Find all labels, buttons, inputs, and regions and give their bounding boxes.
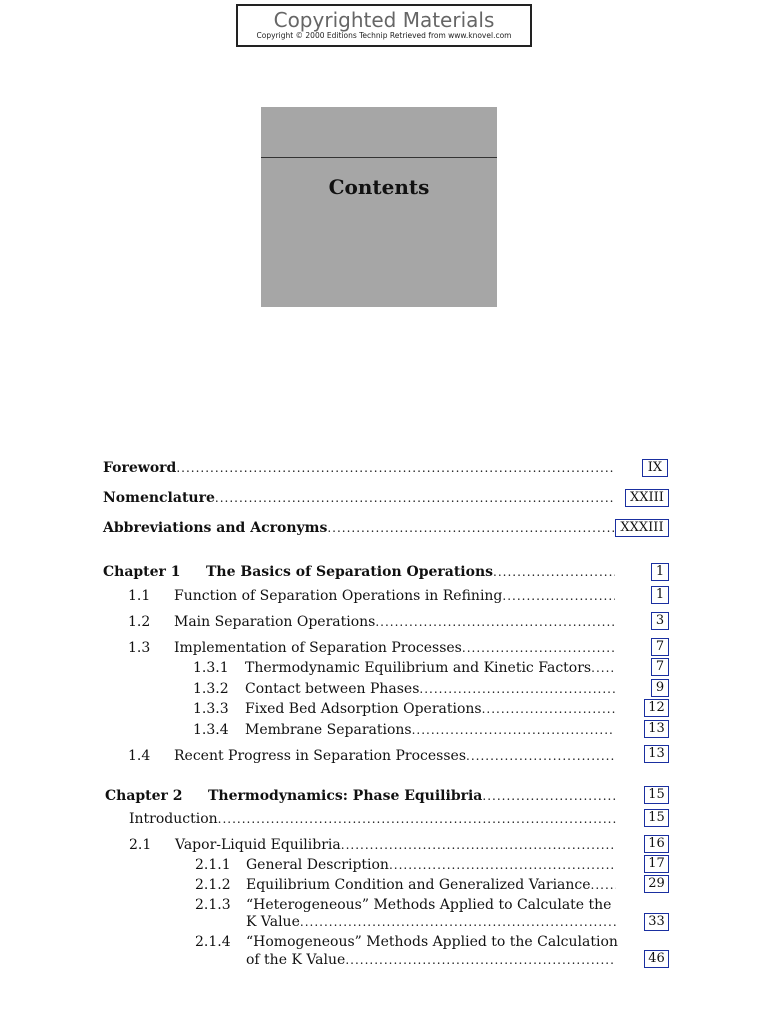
page-link[interactable]: XXXIII — [615, 519, 669, 537]
toc-title: Vapor-Liquid Equilibria — [175, 837, 341, 853]
toc-title: Equilibrium Condition and Generalized Variance — [246, 877, 591, 893]
page-link[interactable]: IX — [642, 459, 668, 477]
page-link[interactable]: 7 — [651, 638, 669, 656]
toc-title: Introduction — [129, 811, 218, 827]
page-link[interactable]: 29 — [644, 875, 669, 893]
page-link[interactable]: 13 — [644, 720, 669, 738]
toc-entry-introduction[interactable] — [129, 809, 616, 829]
page-link[interactable]: 7 — [651, 658, 669, 676]
chapter-label: Chapter 2 — [105, 788, 183, 804]
toc-entry-subsection[interactable] — [195, 855, 616, 875]
section-number: 1.4 — [128, 748, 151, 764]
toc-entry-subsection-line2[interactable] — [246, 950, 616, 970]
toc-title: General Description — [246, 857, 389, 873]
page-link[interactable]: 9 — [651, 679, 669, 697]
page-link[interactable]: 12 — [644, 699, 669, 717]
toc-title: Abbreviations and Acronyms — [103, 520, 328, 536]
page-link[interactable]: 1 — [651, 563, 669, 581]
chapter-label: Chapter 1 — [103, 564, 181, 580]
toc-entry-subsection[interactable] — [193, 720, 615, 740]
section-number: 2.1 — [129, 837, 152, 853]
page-link[interactable]: 16 — [644, 835, 669, 853]
toc-title-continuation: K Value — [246, 914, 300, 930]
toc-title: Main Separation Operations — [174, 614, 376, 630]
section-number: 1.3.4 — [193, 722, 229, 738]
toc-entry-chapter-1[interactable] — [103, 562, 615, 582]
section-number: 2.1.1 — [195, 857, 231, 873]
banner-subtitle: Copyright © 2000 Editions Technip Retrieved from www.knovel.com — [256, 31, 512, 40]
toc-title: Implementation of Separation Processes — [174, 640, 462, 656]
toc-title: “Homogeneous” Methods Applied to the Calculation — [246, 934, 618, 950]
toc-entry-section[interactable] — [128, 638, 615, 658]
page-link[interactable]: 1 — [651, 586, 669, 604]
toc-entry-nomenclature[interactable] — [103, 488, 615, 508]
page-link[interactable]: 33 — [644, 913, 669, 931]
page-link[interactable]: 15 — [644, 786, 669, 804]
toc-title: Contact between Phases — [245, 681, 420, 697]
toc-entry-foreword[interactable] — [103, 458, 615, 478]
toc-entry-subsection[interactable] — [193, 658, 615, 678]
toc-title: “Heterogeneous” Methods Applied to Calculate the — [246, 897, 612, 913]
toc-title-continuation: of the K Value — [246, 952, 346, 968]
page-link[interactable]: 17 — [644, 855, 669, 873]
contents-title: Contents — [328, 175, 430, 199]
page-link[interactable]: XXIII — [625, 489, 669, 507]
section-number: 2.1.2 — [195, 877, 231, 893]
toc-entry-subsection-line1[interactable] — [195, 932, 618, 952]
toc-title: Thermodynamics: Phase Equilibria — [208, 788, 483, 804]
toc-title: The Basics of Separation Operations — [206, 564, 494, 580]
page-link[interactable]: 13 — [644, 745, 669, 763]
toc-title: Function of Separation Operations in Refining — [174, 588, 503, 604]
toc-title: Membrane Separations — [245, 722, 412, 738]
banner-title: Copyrighted Materials — [273, 8, 495, 32]
toc-title: Recent Progress in Separation Processes — [174, 748, 467, 764]
page-link[interactable]: 15 — [644, 809, 669, 827]
toc-entry-subsection-line2[interactable] — [246, 912, 616, 932]
section-number: 1.3.3 — [193, 701, 229, 717]
page-link[interactable]: 46 — [644, 950, 669, 968]
toc-entry-abbreviations[interactable] — [103, 518, 615, 538]
section-number: 1.2 — [128, 614, 151, 630]
toc-entry-section[interactable] — [128, 612, 615, 632]
toc-title: Nomenclature — [103, 490, 215, 506]
section-number: 1.1 — [128, 588, 151, 604]
toc-entry-subsection[interactable] — [193, 699, 615, 719]
copyright-banner — [236, 4, 532, 47]
section-number: 2.1.3 — [195, 897, 231, 913]
page-link[interactable]: 3 — [651, 612, 669, 630]
toc-title: Fixed Bed Adsorption Operations — [245, 701, 482, 717]
toc-entry-section[interactable] — [129, 835, 616, 855]
section-number: 2.1.4 — [195, 934, 231, 950]
toc-entry-chapter-2[interactable] — [105, 786, 616, 806]
toc-entry-subsection[interactable] — [193, 679, 615, 699]
toc-entry-section[interactable] — [128, 746, 615, 766]
toc-title: Foreword — [103, 460, 177, 476]
section-number: 1.3.1 — [193, 660, 229, 676]
section-number: 1.3 — [128, 640, 151, 656]
toc-entry-section[interactable] — [128, 586, 615, 606]
contents-heading-box — [261, 107, 497, 307]
section-number: 1.3.2 — [193, 681, 229, 697]
toc-title: Thermodynamic Equilibrium and Kinetic Factors — [245, 660, 592, 676]
heading-rule — [261, 157, 497, 158]
toc-entry-subsection[interactable] — [195, 875, 616, 895]
